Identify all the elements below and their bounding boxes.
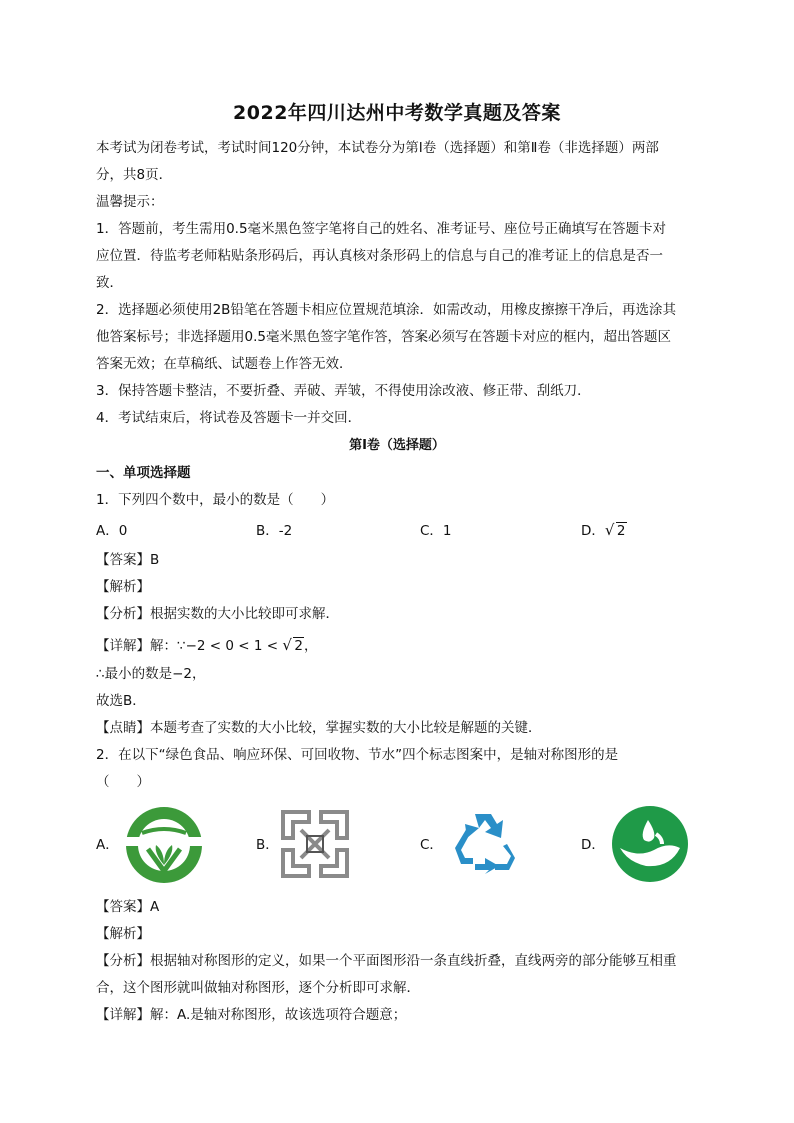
q1-xiangjie-radicand: 2	[294, 638, 303, 654]
tips-heading: 温馨提示：	[96, 194, 164, 210]
q2-xiangjie: 【详解】解：A.是轴对称图形，故该选项符合题意；	[96, 1007, 407, 1023]
q2-stem-1: 2．在以下“绿色食品、响应环保、可回收物、节水”四个标志图案中，是轴对称图形的是	[96, 747, 619, 763]
q2-stem-2: （ ）	[96, 774, 150, 790]
q1-option-b: B．-2	[256, 523, 293, 539]
q2-option-c: C．	[420, 837, 443, 853]
tip-2b: 他答案标号；非选择题用0.5毫米黑色签字笔作答，答案必须写在答题卡对应的框内，超出答题区	[96, 329, 671, 345]
q1-choose: 故选B．	[96, 693, 146, 709]
recycle-logo-icon	[445, 808, 523, 874]
q1-option-d-radicand: 2	[616, 523, 626, 539]
q2-fenxi-1: 【分析】根据轴对称图形的定义，如果一个平面图形沿一条直线折叠，直线两旁的部分能够互相重	[96, 953, 677, 969]
q1-option-c: C．1	[420, 523, 452, 539]
q1-xiangjie	[96, 637, 317, 655]
intro-line-1: 本考试为闭卷考试，考试时间120分钟，本试卷分为第Ⅰ卷（选择题）和第Ⅱ卷（非选择题）两部	[96, 140, 659, 156]
intro-line-2: 分，共8页．	[96, 167, 173, 183]
environment-logo-icon	[279, 808, 351, 880]
q1-option-d	[581, 522, 627, 540]
q2-analysis: 【解析】	[96, 926, 150, 942]
sqrt-symbol: √ 2	[604, 521, 626, 539]
water-saving-logo-icon	[610, 804, 690, 884]
tip-2c: 答案无效；在草稿纸、试题卷上作答无效．	[96, 356, 353, 372]
tip-3: 3．保持答题卡整洁，不要折叠、弄破、弄皱，不得使用涂改液、修正带、刮纸刀．	[96, 383, 591, 399]
q1-fenxi: 【分析】根据实数的大小比较即可求解．	[96, 606, 339, 622]
sqrt-symbol-2: √ 2	[282, 636, 303, 654]
q1-stem: 1．下列四个数中，最小的数是（ ）	[96, 492, 335, 508]
tip-1b: 应位置．待监考老师粘贴条形码后，再认真核对条形码上的信息与自己的准考证上的信息是否一	[96, 248, 663, 264]
q1-therefore: ∴最小的数是−2，	[96, 666, 206, 682]
q1-analysis: 【解析】	[96, 579, 150, 595]
q2-answer: 【答案】A	[96, 899, 160, 915]
part-title: 一、单项选择题	[96, 465, 191, 481]
tip-1c: 致．	[96, 275, 123, 291]
q1-xiangjie-pre: 【详解】解：∵−2 < 0 < 1 <	[96, 638, 279, 654]
q1-xiangjie-post: ，	[303, 638, 318, 654]
section-title: 第Ⅰ卷（选择题）	[349, 438, 445, 453]
page-title: 2022年四川达州中考数学真题及答案	[233, 102, 561, 124]
q2-option-b: B．	[256, 837, 279, 853]
tip-4: 4．考试结束后，将试卷及答题卡一并交回．	[96, 410, 362, 426]
q1-option-a: A．0	[96, 523, 128, 539]
tip-1a: 1．答题前，考生需用0.5毫米黑色签字笔将自己的姓名、准考证号、座位号正确填写在答题卡对	[96, 221, 667, 237]
q1-option-d-label: D．	[581, 523, 605, 539]
green-food-logo-icon	[124, 805, 204, 885]
q2-option-d: D．	[581, 837, 605, 853]
q2-option-a: A．	[96, 837, 119, 853]
tip-2a: 2．选择题必须使用2B铅笔在答题卡相应位置规范填涂．如需改动，用橡皮擦擦干净后，再选涂其	[96, 302, 676, 318]
q2-fenxi-2: 合，这个图形就叫做轴对称图形，逐个分析即可求解．	[96, 980, 420, 996]
q1-dianjing: 【点睛】本题考查了实数的大小比较，掌握实数的大小比较是解题的关键．	[96, 720, 542, 736]
q1-answer: 【答案】B	[96, 552, 160, 568]
